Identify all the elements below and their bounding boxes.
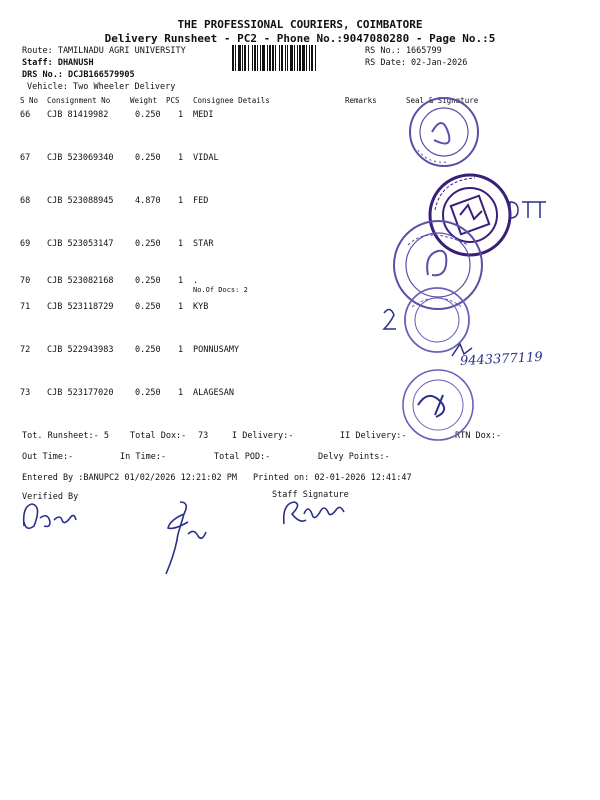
row-consignment: CJB 523082168 [47, 276, 114, 286]
row-consignment: CJB 523118729 [47, 302, 114, 312]
row-consignee: ALAGESAN [193, 388, 234, 398]
row-consignee: PONNUSAMY [193, 345, 240, 355]
row-weight: 0.250 [135, 388, 161, 398]
row-pcs: 1 [178, 239, 184, 249]
verified-by-label: Verified By [22, 492, 79, 502]
total-dox-label: Total Dox:- [130, 431, 187, 441]
row-sno: 71 [20, 302, 31, 312]
rs-date: RS Date: 02-Jan-2026 [365, 58, 468, 68]
col-seal-signature: Seal & Signature [406, 96, 479, 105]
row-sno: 66 [20, 110, 31, 120]
in-time: In Time:- [120, 452, 167, 462]
row-sno: 67 [20, 153, 31, 163]
row-consignment: CJB 81419982 [47, 110, 109, 120]
row-consignment: CJB 523069340 [47, 153, 114, 163]
total-pod: Total POD:- [214, 452, 271, 462]
row-pcs: 1 [178, 345, 184, 355]
table-row [0, 302, 600, 316]
row-pcs: 1 [178, 388, 184, 398]
vehicle-label: Vehicle: Two Wheeler Delivery [27, 82, 176, 92]
row-weight: 0.250 [135, 345, 161, 355]
row-note: No.Of Docs: 2 [193, 286, 248, 294]
row-pcs: 1 [178, 276, 184, 286]
row-pcs: 1 [178, 110, 184, 120]
row-consignee: KYB [193, 302, 209, 312]
table-header [0, 96, 600, 110]
seal-1 [404, 92, 484, 172]
barcode [232, 45, 360, 71]
row-consignment: CJB 523088945 [47, 196, 114, 206]
handwritten-phone: 9443377119 [459, 349, 544, 370]
tot-runsheet: Tot. Runsheet:- 5 [22, 431, 109, 441]
row-consignment: CJB 523053147 [47, 239, 114, 249]
row-sno: 70 [20, 276, 31, 286]
total-dox-value: 73 [198, 431, 209, 441]
printed-on: Printed on: 02-01-2026 12:41:47 [253, 473, 412, 483]
drs-label: DRS No.: DCJB166579905 [22, 70, 135, 80]
row-sno: 68 [20, 196, 31, 206]
row-consignee: MEDI [193, 110, 214, 120]
table-row [0, 110, 600, 124]
table-row [0, 388, 600, 402]
row-consignment: CJB 522943983 [47, 345, 114, 355]
row-weight: 0.250 [135, 239, 161, 249]
row-weight: 4.870 [135, 196, 161, 206]
row-weight: 0.250 [135, 153, 161, 163]
route-label: Route: TAMILNADU AGRI UNIVERSITY [22, 46, 186, 56]
col-consignee: Consignee Details [193, 96, 270, 105]
table-row [0, 153, 600, 167]
row-sno: 73 [20, 388, 31, 398]
staff-signature-label: Staff Signature [272, 490, 349, 500]
row-weight: 0.250 [135, 276, 161, 286]
row-consignee: STAR [193, 239, 214, 249]
rtn-dox: RTN Dox:- [455, 431, 502, 441]
row-sno: 72 [20, 345, 31, 355]
seal-5 [398, 365, 478, 445]
staff-label: Staff: DHANUSH [22, 58, 94, 68]
out-time: Out Time:- [22, 452, 74, 462]
table-row [0, 276, 600, 294]
handwritten-signature-71 [380, 305, 410, 335]
col-pcs: PCS [166, 96, 180, 105]
row-consignee: . [193, 276, 199, 286]
runsheet-subtitle: Delivery Runsheet - PC2 - Phone No.:9047080280 - Page No.:5 [104, 32, 496, 45]
verified-by-signature [18, 498, 78, 532]
handwritten-dtt-mark [508, 198, 548, 220]
i-delivery: I Delivery:- [232, 431, 294, 441]
row-consignee: FED [193, 196, 209, 206]
company-title: THE PROFESSIONAL COURIERS, COIMBATORE [177, 18, 423, 31]
row-pcs: 1 [178, 302, 184, 312]
rs-number: RS No.: 1665799 [365, 46, 442, 56]
entered-by: Entered By :BANUPC2 01/02/2026 12:21:02 PM [22, 473, 237, 483]
row-sno: 69 [20, 239, 31, 249]
row-weight: 0.250 [135, 110, 161, 120]
col-consignment: Consignment No [47, 96, 111, 105]
delvy-points: Delvy Points:- [318, 452, 390, 462]
row-pcs: 1 [178, 153, 184, 163]
ii-delivery: II Delivery:- [340, 431, 407, 441]
row-weight: 0.250 [135, 302, 161, 312]
col-remarks: Remarks [345, 96, 377, 105]
row-consignment: CJB 523177020 [47, 388, 114, 398]
col-weight: Weight [130, 96, 158, 105]
row-consignee: VIDAL [193, 153, 219, 163]
col-sno: S No [20, 96, 39, 105]
row-pcs: 1 [178, 196, 184, 206]
staff-signature [278, 498, 358, 528]
middle-signature [160, 498, 210, 578]
